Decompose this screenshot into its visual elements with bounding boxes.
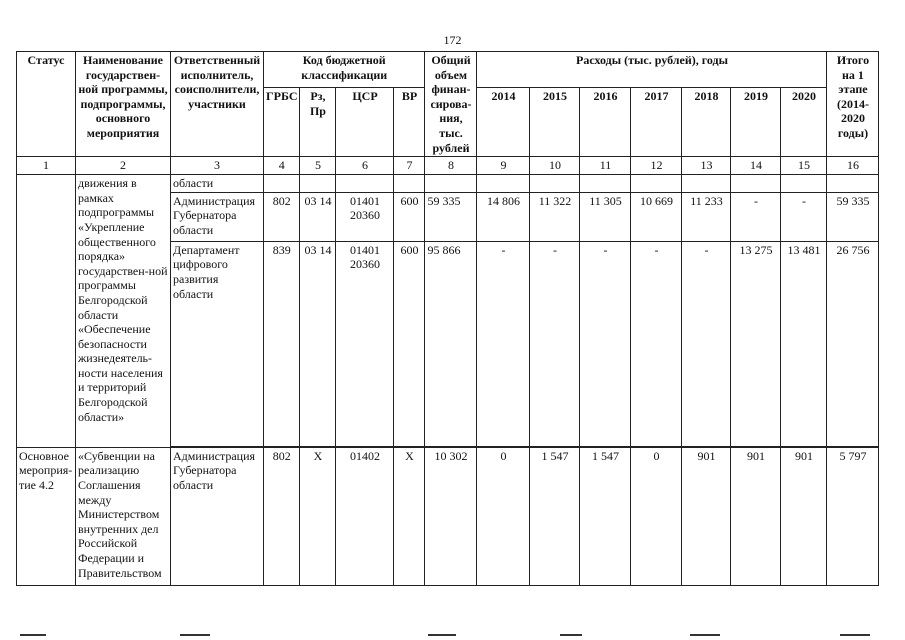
year-2017-cell: 0 <box>631 447 682 585</box>
empty-cell <box>425 175 477 193</box>
header-budget-code: Код бюджетной классификации <box>264 52 425 88</box>
year-2014-cell: 0 <box>477 447 530 585</box>
header-status: Статус <box>17 52 76 157</box>
column-number: 5 <box>300 157 336 175</box>
year-2018-cell: - <box>682 241 731 446</box>
header-grbs: ГРБС <box>264 88 300 157</box>
year-2016-cell: 1 547 <box>580 447 631 585</box>
header-stage-total: Итого на 1 этапе (2014-2020 годы) <box>827 52 879 157</box>
column-number: 6 <box>336 157 394 175</box>
grbs-cell: 802 <box>264 447 300 585</box>
empty-cell <box>336 175 394 193</box>
table-row <box>17 447 879 585</box>
scan-edge-marks <box>0 632 905 640</box>
header-year-2019: 2019 <box>731 88 781 157</box>
empty-cell <box>731 175 781 193</box>
header-year-2014: 2014 <box>477 88 530 157</box>
column-number: 11 <box>580 157 631 175</box>
header-name: Наименование государствен-ной программы, подпрограммы, основного мероприятия <box>76 52 171 157</box>
year-2019-cell: 13 275 <box>731 241 781 446</box>
year-2020-cell: 901 <box>781 447 827 585</box>
header-year-2018: 2018 <box>682 88 731 157</box>
status-cell <box>17 175 76 448</box>
table-header-row-1 <box>17 52 879 88</box>
column-number: 7 <box>394 157 425 175</box>
total-cell: 10 302 <box>425 447 477 585</box>
year-2017-cell: 10 669 <box>631 192 682 241</box>
column-number: 12 <box>631 157 682 175</box>
year-2014-cell: - <box>477 241 530 446</box>
vr-cell: X <box>394 447 425 585</box>
grbs-cell: 839 <box>264 241 300 446</box>
csr-cell: 01402 <box>336 447 394 585</box>
table-row-continuation <box>17 175 879 193</box>
year-2015-cell: 11 322 <box>530 192 580 241</box>
empty-cell <box>530 175 580 193</box>
header-rz-pr: Рз, Пр <box>300 88 336 157</box>
stage-total-cell: 59 335 <box>827 192 879 241</box>
empty-cell <box>394 175 425 193</box>
responsible-cell: Администрация Губернатора области <box>171 447 264 585</box>
empty-cell <box>631 175 682 193</box>
column-number-row <box>17 157 879 175</box>
year-2018-cell: 901 <box>682 447 731 585</box>
empty-cell <box>781 175 827 193</box>
column-number: 8 <box>425 157 477 175</box>
status-cell: Основное мероприя-тие 4.2 <box>17 447 76 585</box>
name-cell: движения в рамках подпрограммы «Укрепление общественного порядка» государствен-ной программы Белгородской области «Обеспечение безопасности жизнедеятель-ности населения и территорий Белгородской области» <box>76 175 171 448</box>
stage-total-cell: 5 797 <box>827 447 879 585</box>
column-number: 10 <box>530 157 580 175</box>
column-number: 1 <box>17 157 76 175</box>
empty-cell <box>682 175 731 193</box>
empty-cell <box>580 175 631 193</box>
header-expenses: Расходы (тыс. рублей), годы <box>477 52 827 88</box>
empty-cell <box>827 175 879 193</box>
column-number: 9 <box>477 157 530 175</box>
header-year-2015: 2015 <box>530 88 580 157</box>
header-year-2017: 2017 <box>631 88 682 157</box>
responsible-cell: Департамент цифрового развития области <box>171 241 264 446</box>
budget-table <box>16 51 879 586</box>
grbs-cell: 802 <box>264 192 300 241</box>
year-2015-cell: - <box>530 241 580 446</box>
column-number: 16 <box>827 157 879 175</box>
responsible-continuation-cell: области <box>171 175 264 193</box>
column-number: 15 <box>781 157 827 175</box>
name-cell: «Субвенции на реализацию Соглашения между Министерством внутренних дел Российской Федерации и Правительством <box>76 447 171 585</box>
year-2016-cell: 11 305 <box>580 192 631 241</box>
header-total-volume: Общий объем финан-сирова-ния, тыс. рублей <box>425 52 477 157</box>
responsible-cell: Администрация Губернатора области <box>171 192 264 241</box>
vr-cell: 600 <box>394 241 425 446</box>
column-number: 2 <box>76 157 171 175</box>
column-number: 3 <box>171 157 264 175</box>
rz-pr-cell: 03 14 <box>300 241 336 446</box>
year-2020-cell: - <box>781 192 827 241</box>
header-year-2020: 2020 <box>781 88 827 157</box>
total-cell: 95 866 <box>425 241 477 446</box>
year-2019-cell: - <box>731 192 781 241</box>
page-number: 172 <box>443 33 462 47</box>
year-2020-cell: 13 481 <box>781 241 827 446</box>
rz-pr-cell: 03 14 <box>300 192 336 241</box>
column-number: 14 <box>731 157 781 175</box>
year-2014-cell: 14 806 <box>477 192 530 241</box>
csr-cell: 01401 20360 <box>336 241 394 446</box>
year-2017-cell: - <box>631 241 682 446</box>
empty-cell <box>300 175 336 193</box>
empty-cell <box>264 175 300 193</box>
header-responsible: Ответственный исполнитель, соисполнители, участники <box>171 52 264 157</box>
csr-cell: 01401 20360 <box>336 192 394 241</box>
year-2016-cell: - <box>580 241 631 446</box>
vr-cell: 600 <box>394 192 425 241</box>
column-number: 13 <box>682 157 731 175</box>
year-2018-cell: 11 233 <box>682 192 731 241</box>
year-2015-cell: 1 547 <box>530 447 580 585</box>
empty-cell <box>477 175 530 193</box>
header-csr: ЦСР <box>336 88 394 157</box>
stage-total-cell: 26 756 <box>827 241 879 446</box>
rz-pr-cell: X <box>300 447 336 585</box>
total-cell: 59 335 <box>425 192 477 241</box>
header-vr: ВР <box>394 88 425 157</box>
header-year-2016: 2016 <box>580 88 631 157</box>
column-number: 4 <box>264 157 300 175</box>
year-2019-cell: 901 <box>731 447 781 585</box>
